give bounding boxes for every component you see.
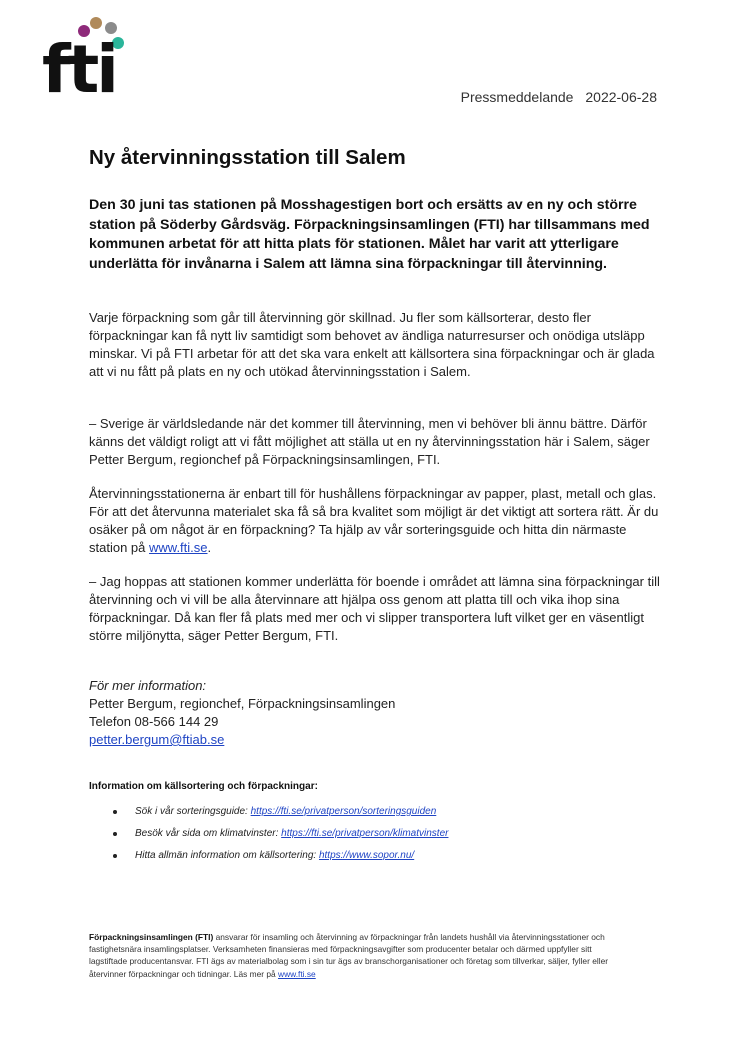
info-list: [89, 801, 448, 867]
list-item: [89, 801, 448, 823]
list-item: [89, 823, 448, 845]
footer-about: [89, 931, 629, 980]
info-heading: Information om källsortering och förpackningar:: [89, 781, 318, 792]
press-release-header: [461, 89, 657, 105]
press-release-label: Pressmeddelande: [460, 89, 574, 105]
list-item-text: Sök i vår sorteringsguide:: [135, 806, 251, 817]
body-paragraph-4: – Jag hoppas att stationen kommer underlätta för boende i området att lämna sina förpackningar till återvinning och vi vill be alla återvinnare att hjälpa oss genom att platta till och vika ihop sina förpackningar. Då kan fler få plats med mer och vi slipper transportera luft vilket ger en väsentligt större miljönytta, säger Petter Bergum, FTI.: [89, 574, 660, 643]
body-paragraph-3: [89, 485, 665, 557]
fti-website-link[interactable]: www.fti.se: [149, 540, 208, 555]
bullet-icon: [113, 832, 117, 836]
contact-email-link[interactable]: petter.bergum@ftiab.se: [89, 732, 225, 747]
contact-name: Petter Bergum, regionchef, Förpackningsinsamlingen: [89, 696, 396, 711]
logo-text: fti: [42, 31, 116, 108]
contact-label: För mer information:: [89, 678, 207, 693]
sopor-link[interactable]: https://www.sopor.nu/: [318, 850, 415, 861]
footer-text: ansvarar för insamling och återvinning av förpackningar från landets hushåll via återvinningsstationer och fastighetsnära insamlingsplatser. Verksamheten finansieras med förpackningsavgifter som producenter betalar och därmed uppfyller sitt lagstiftade producentansvar. FTI ägs av materialbolag som i sin tur ägs av branschorganisationer och företag som tillverkar, säljer, fyller eller återvinner förpackningar och tidningar. Läs mer på: [89, 932, 609, 979]
footer-website-link[interactable]: www.fti.se: [278, 968, 316, 979]
list-item-text: Besök vår sida om klimatvinster:: [135, 828, 282, 839]
body-paragraph-2: – Sverige är världsledande när det kommer till återvinning, men vi behöver bli ännu bättre. Därför känns det väldigt roligt att vi fått möjlighet att ställa ut en ny återvinningsstation här i Salem, säger Petter Bergum, regionchef på Förpackningsinsamlingen, FTI.: [89, 416, 650, 467]
lead-paragraph: Den 30 juni tas stationen på Mosshagestigen bort och ersätts av en ny och större station på Söderby Gårdsväg. Förpackningsinsamlingen (FTI) har tillsammans med kommunen arbetat för att hitta plats för stationen. Målet har varit att ytterligare underlätta för invånarna i Salem att lämna sina förpackningar till återvinning.: [89, 197, 650, 272]
list-item: [89, 845, 448, 867]
sorting-guide-link[interactable]: https://fti.se/privatperson/sorteringsguiden: [250, 806, 437, 817]
footer-org-name: Förpackningsinsamlingen (FTI): [89, 932, 214, 942]
bullet-icon: [113, 854, 117, 858]
press-release-date: 2022-06-28: [585, 89, 657, 105]
body-paragraph-1: Varje förpackning som går till återvinning gör skillnad. Ju fler som källsorterar, desto fler förpackningar kan få nytt liv samtidigt som behovet av ändliga naturresurser och onödiga utsläpp minskar. Vi på FTI arbetar för att det ska vara enkelt att källsortera sina förpackningar och är glada att vi nu fått på plats en ny och utökad återvinningsstation i Salem.: [89, 310, 655, 379]
bullet-icon: [113, 810, 117, 814]
contact-block: [89, 677, 395, 749]
contact-phone: Telefon 08-566 144 29: [89, 714, 219, 729]
body-paragraph-3-end: .: [207, 540, 212, 555]
page-title: Ny återvinningsstation till Salem: [89, 146, 406, 169]
list-item-text: Hitta allmän information om källsortering:: [135, 850, 319, 861]
logo-dot-icon: [90, 17, 102, 29]
climate-benefits-link[interactable]: https://fti.se/privatperson/klimatvinster: [281, 828, 449, 839]
fti-logo: [42, 16, 132, 106]
body-paragraph-3-text: Återvinningsstationerna är enbart till för hushållens förpackningar av papper, plast, metall och glas. För att det återvunna materialet ska få så bra kvalitet som möjligt är det viktigt att sortera rätt. Är du osäker på om något är en förpackning? Ta hjälp av vår sorteringsguide och hitta din närmaste station på: [89, 486, 659, 555]
